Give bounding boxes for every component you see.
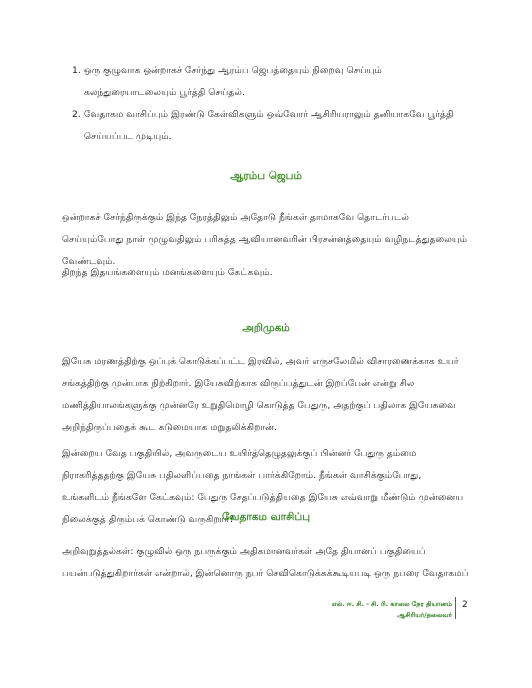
list-number: 1.	[72, 65, 81, 76]
paragraph-line: செய்யும்போது நாள் முழுவதிலும் பரிசுத்த ஆவியானவரின் பிரசன்னத்தையும் வழிநடத்துதலையும்	[62, 234, 468, 245]
paragraph-line: அறிந்திருப்பதைக் கூட கடுமையாக மறுதலிக்கிறான்.	[62, 422, 277, 433]
opening-prayer-request: திறந்த இதயங்களையும் மனங்களையும் கேட்கவும்.	[62, 267, 273, 278]
section-heading-introduction: அறிமுகம்	[242, 322, 290, 334]
footer-subtitle: ஆசிரியர்/தலைவர்	[397, 611, 452, 619]
list-number: 2.	[72, 109, 81, 120]
list-item-line: வேதாகம வாசிப்பும் இரண்டு கேள்விகளும் ஒவ்வோர் ஆசிரியராலும் தனியாகவே பூர்த்தி	[84, 109, 454, 120]
bible-reading-paragraph	[62, 541, 474, 585]
paragraph-line: இன்றைய வேத பகுதியில், அவருடைய உயிர்த்தெழுதலுக்குப் பின்னர் பேதுரு தம்மை	[62, 448, 417, 459]
numbered-list	[62, 60, 482, 148]
paragraph-line: சங்கத்திற்கு முன்பாக நிற்கிறார். இயேசுவிற்காக விருப்பத்துடன் இறப்பேன் என்று சில	[62, 378, 415, 389]
paragraph-line: உங்களிடம் நீங்களே கேட்கவும்: பேதுரு சேதப்படுத்தியதை இயேசு எவ்வாறு மீண்டும் முன்னைய	[62, 492, 464, 503]
paragraph-line: அறிவுறுத்தல்கள்: குழுவில் ஒரு நபருக்கும் அதிகமானவர்கள் அதே தியானப் பகுதியைப்	[62, 546, 426, 557]
paragraph-line: நிலைக்குத் திரும்பக் கொண்டு வருகிறார்?	[62, 514, 235, 525]
paragraph-line: வேண்டவும்.	[62, 256, 116, 267]
list-item	[62, 104, 482, 148]
paragraph-line: நிராகரித்ததற்கு இயேசு பதிலளிப்பதை நாங்கள் பார்க்கிறோம். நீங்கள் வாசிக்கும்போது,	[62, 470, 422, 481]
list-item-line: செய்யப்பட முடியும்.	[84, 131, 172, 142]
list-item	[62, 60, 482, 104]
list-item-line: கலந்துரையாடலையும் பூர்த்தி செய்தல்.	[84, 87, 245, 98]
footer-title: எல். ஈ. சி. - சி. ரி. காலை நேர தியானம்	[331, 600, 452, 608]
paragraph-line: மணித்தியாலங்களுக்கு முன்னரே உறுதிமொழி கொடுத்த பேதுரு, அதற்குப் பதிலாக இயேசுவை	[62, 400, 456, 411]
paragraph-line: பயன்படுத்துகிறார்கள் என்றால், இன்னொரு நபர் செவிகொடுக்கக்கூடியபடி ஒரு நபரை வேதாகமப்	[62, 568, 469, 579]
introduction-paragraph-1	[62, 351, 474, 439]
paragraph-line: இயேசு மரணத்திற்கு ஒப்புக் கொடுக்கப்பட்ட இரவில், அவர் எருசலேமில் விசாரணைக்காக உயர்	[62, 356, 459, 367]
section-heading-opening-prayer: ஆரம்ப ஜெபம்	[230, 170, 302, 182]
page-number: 2	[462, 600, 468, 610]
paragraph-line: ஒன்றாகச் சேர்ந்திருக்கும் இந்த நேரத்திலும் அதோடு நீங்கள் தாமாகவே தொடர்படல்	[62, 212, 409, 223]
footer-divider	[455, 597, 456, 619]
list-item-line: ஒரு குழுவாக ஒன்றாகச் சேர்ந்து ஆரம்ப ஜெபத்தையும் நிறைவு செய்யும்	[84, 65, 382, 76]
section-heading-bible-reading: வேதாகம வாசிப்பு	[221, 511, 311, 523]
